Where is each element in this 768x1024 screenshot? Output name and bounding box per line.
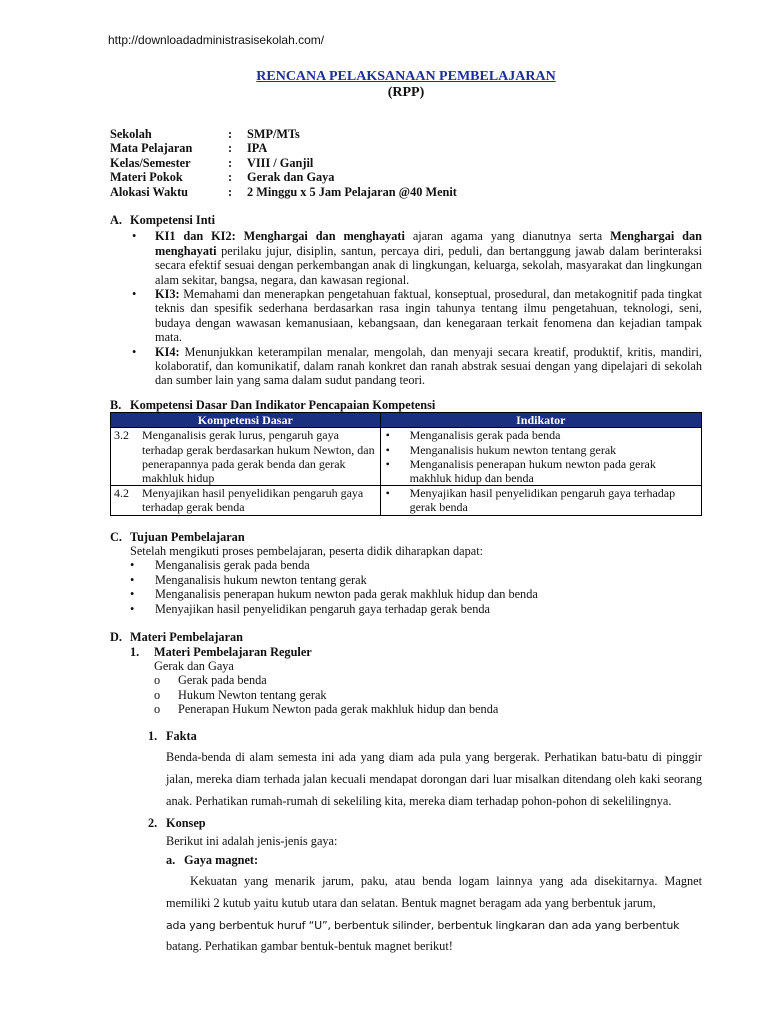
tujuan-text: Menganalisis penerapan hukum newton pada gerak makhluk hidup dan benda: [155, 587, 538, 602]
konsep-number: 2.: [148, 816, 158, 831]
identity-row: [110, 185, 702, 199]
column-header-kd: Kompetensi Dasar: [111, 413, 381, 428]
ki-text: Memahami dan menerapkan pengetahuan faktual, konseptual, prosedural, dan metakognitif pada tingkat teknis dan spesifik sederhana berdasarkan rasa ingin tahunya tentang ilmu pengetahuan, teknologi, seni, budaya dengan wawasan kemanusiaan, kebangsaan, dan kenegaraan terkait fenomena dan kejadian tampak mata.: [155, 286, 702, 345]
title-sub: (RPP): [387, 85, 425, 100]
circle-bullet-icon: o: [154, 687, 161, 702]
fakta-paragraph: Benda-benda di alam semesta ini ada yang diam ada pula yang bergerak. Perhatikan batu-batu di pinggir jalan, mereka diam terhada jalan kecuali mendapat dorongan dari luar misalkan ditendang oleh kaki seorang anak. Perhatikan rumah-rumah di sekeliling kita, mereka diam terhadap pohon-pohon di sekelilingnya.: [166, 749, 702, 808]
materi-block: [130, 645, 702, 717]
magnet-heading: [166, 853, 702, 867]
section-letter: A.: [110, 212, 122, 227]
list-item: [130, 573, 702, 587]
section-a-heading: [110, 213, 702, 227]
bullet-icon: •: [132, 229, 137, 244]
tujuan-block: [130, 544, 702, 616]
section-c-heading: [110, 530, 702, 544]
ki-bold: Menghargai dan menghayati: [155, 229, 702, 258]
identity-block: [110, 127, 702, 199]
identity-colon: :: [228, 127, 233, 141]
bullet-icon: •: [385, 442, 390, 457]
section-b-heading: [110, 398, 702, 412]
konsep-intro: Berikut ini adalah jenis-jenis gaya:: [166, 833, 338, 848]
section-title: Kompetensi Dasar Dan Indikator Pencapaian Kompetensi: [130, 397, 436, 412]
fakta-number: 1.: [148, 728, 158, 743]
table-row: [111, 428, 702, 486]
ki-text: ajaran agama yang dianutnya serta: [404, 229, 611, 244]
magnet-title: Gaya magnet:: [184, 852, 259, 867]
identity-value: 2 Minggu x 5 Jam Pelajaran @40 Menit: [247, 184, 457, 199]
magnet-paragraph-line: ada yang berbentuk huruf “U”, berbentuk silinder, berbentuk lingkaran dan ada yang berbentuk: [166, 918, 680, 932]
column-header-indikator: Indikator: [380, 413, 701, 428]
identity-value: Gerak dan Gaya: [247, 170, 335, 185]
list-item: [384, 443, 698, 457]
table-row: [111, 486, 702, 515]
identity-row: [110, 141, 702, 155]
identity-colon: :: [228, 141, 233, 156]
circle-bullet-icon: o: [154, 673, 161, 688]
bullet-icon: •: [130, 601, 135, 616]
indicator-text: Menganalisis gerak pada benda: [409, 428, 561, 443]
identity-value: IPA: [247, 141, 268, 156]
list-item: [130, 602, 702, 616]
identity-colon: :: [228, 170, 233, 185]
identity-key: Kelas/Semester: [110, 155, 191, 170]
identity-key: Materi Pokok: [110, 170, 183, 185]
bullet-icon: •: [385, 456, 390, 471]
document-page: [110, 69, 702, 958]
list-item: [130, 229, 702, 287]
tujuan-text: Menganalisis hukum newton tentang gerak: [155, 572, 367, 587]
bullet-icon: •: [132, 344, 137, 359]
section-letter: D.: [110, 630, 122, 645]
section-title: Kompetensi Inti: [130, 212, 216, 227]
identity-value: VIII / Ganjil: [247, 155, 314, 170]
bullet-icon: •: [385, 486, 390, 501]
bullet-icon: •: [132, 286, 137, 301]
ki-lead: KI4:: [155, 344, 180, 359]
kd-number: 3.2: [114, 428, 129, 443]
bullet-icon: •: [130, 558, 135, 573]
indicator-text: Menyajikan hasil penyelidikan pengaruh gaya terhadap gerak benda: [409, 486, 676, 515]
materi-detail: [148, 729, 702, 959]
title-main: RENCANA PELAKSANAAN PEMBELAJARAN: [256, 69, 556, 84]
tujuan-text: Menganalisis gerak pada benda: [155, 558, 310, 573]
section-d-heading: [110, 630, 702, 644]
magnet-paragraph-line: batang. Perhatikan gambar bentuk-bentuk magnet berikut!: [166, 939, 453, 954]
indicator-cell: [380, 486, 701, 515]
identity-value: SMP/MTs: [247, 127, 300, 141]
materi-topic-list: [154, 659, 702, 717]
identity-row: [110, 127, 702, 141]
identity-key: Sekolah: [110, 127, 152, 141]
circle-bullet-icon: o: [154, 702, 161, 717]
ki-lead: KI3:: [155, 286, 180, 301]
ki-text: perilaku jujur, disiplin, santun, percaya diri, peduli, dan bertanggung jawab dalam berinteraksi secara efektif sesuai dengan perkembangan anak di lingkungan, keluarga, sekolah, masyarakat dan lingkungan alam sekitar, bangsa, negara, dan kawasan regional.: [155, 243, 702, 287]
table-header-row: [111, 413, 702, 428]
list-item: [130, 587, 702, 601]
kd-indicator-table: [110, 412, 702, 515]
list-item: [154, 688, 702, 702]
kd-cell: [111, 428, 381, 486]
identity-colon: :: [228, 155, 233, 170]
list-item: [130, 558, 702, 572]
identity-row: [110, 156, 702, 170]
kd-text: Menyajikan hasil penyelidikan pengaruh gaya terhadap gerak benda: [142, 486, 364, 515]
ki-text: Menunjukkan keterampilan menalar, mengolah, dan menyaji secara kreatif, produktif, kritis, mandiri, kolaboratif, dan komunikatif, dalam ranah konkret dan ranah abstrak sesuai dengan yang dipelajari di sekolah dan sumber lain yang sama dalam sudut pandang teori.: [155, 344, 702, 388]
topic-text: Gerak pada benda: [178, 673, 267, 688]
section-title: Materi Pembelajaran: [130, 630, 244, 645]
identity-key: Alokasi Waktu: [110, 184, 189, 199]
materi-subheading: [130, 645, 702, 659]
topic-text: Penerapan Hukum Newton pada gerak makhluk hidup dan benda: [178, 702, 499, 717]
bullet-icon: •: [385, 428, 390, 443]
indicator-text: Menganalisis hukum newton tentang gerak: [409, 442, 617, 457]
topic-text: Hukum Newton tentang gerak: [178, 687, 327, 702]
kd-number: 4.2: [114, 486, 129, 501]
indicator-text: Menganalisis penerapan hukum newton pada gerak makhluk hidup dan benda: [409, 456, 656, 486]
list-item: [130, 287, 702, 345]
section-letter: C.: [110, 529, 122, 544]
list-item: [130, 345, 702, 388]
source-url[interactable]: http://downloadadministrasisekolah.com/: [108, 33, 325, 47]
document-title: [110, 69, 702, 101]
bullet-icon: •: [130, 572, 135, 587]
indicator-cell: [380, 428, 701, 486]
identity-key: Mata Pelajaran: [110, 141, 193, 156]
magnet-paragraph: Kekuatan yang menarik jarum, paku, atau benda logam lainnya yang ada disekitarnya. Magnet memiliki 2 kutub yaitu kutub utara dan selatan. Bentuk magnet beragam ada yang berbentuk jarum,: [166, 873, 702, 910]
kompetensi-inti-list: [130, 229, 702, 387]
fakta-heading: [148, 729, 702, 743]
list-item: [384, 428, 698, 442]
section-title: Tujuan Pembelajaran: [130, 529, 245, 544]
list-item: [384, 486, 698, 514]
ki-lead: KI1 dan KI2: Menghargai dan menghayati: [155, 229, 405, 244]
tujuan-intro: Setelah mengikuti proses pembelajaran, peserta didik diharapkan dapat:: [130, 544, 484, 559]
sub-number: 1.: [130, 644, 140, 659]
materi-topic: Gerak dan Gaya: [154, 658, 234, 673]
section-letter: B.: [110, 397, 122, 412]
konsep-heading: [148, 816, 702, 830]
fakta-title: Fakta: [166, 728, 197, 743]
kd-cell: [111, 486, 381, 515]
list-item: [154, 673, 702, 687]
magnet-number: a.: [166, 852, 176, 867]
konsep-title: Konsep: [166, 816, 206, 831]
bullet-icon: •: [130, 587, 135, 602]
sub-title: Materi Pembelajaran Reguler: [154, 644, 312, 659]
list-item: [154, 702, 702, 716]
tujuan-text: Menyajikan hasil penyelidikan pengaruh gaya terhadap gerak benda: [155, 601, 490, 616]
identity-row: [110, 170, 702, 184]
kd-text: Menganalisis gerak lurus, pengaruh gaya terhadap gerak berdasarkan hukum Newton, dan penerapannya pada gerak benda dan gerak makhluk hidup: [142, 428, 375, 486]
identity-colon: :: [228, 184, 233, 199]
list-item: [384, 457, 698, 485]
